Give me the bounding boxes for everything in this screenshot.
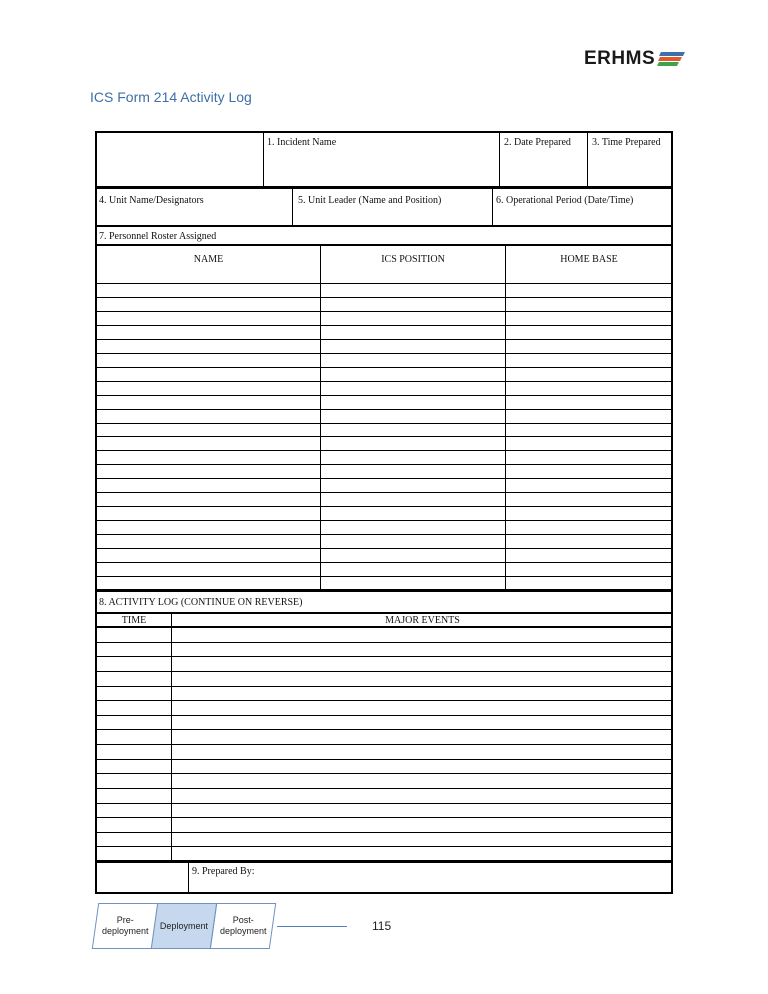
log-row-line — [95, 773, 673, 774]
logo-stripe — [659, 52, 685, 56]
roster-row-line — [95, 311, 673, 312]
roster-row-line — [95, 478, 673, 479]
log-row-line — [95, 686, 673, 687]
log-header-major-events: MAJOR EVENTS — [385, 615, 460, 626]
log-row-line — [95, 832, 673, 833]
date-prepared-label: 2. Date Prepared — [504, 137, 571, 148]
incident-name-label: 1. Incident Name — [267, 137, 337, 148]
phase-deployment[interactable] — [151, 903, 217, 949]
phase-pre-deployment[interactable] — [92, 903, 158, 949]
roster-header-home-base: HOME BASE — [560, 254, 618, 265]
log-row-line — [95, 817, 673, 818]
log-row-line — [95, 642, 673, 643]
roster-row-line — [95, 353, 673, 354]
logo-text: ERHMS — [584, 48, 656, 69]
divider — [587, 131, 588, 187]
divider-thick — [95, 626, 673, 628]
log-row-line — [95, 729, 673, 730]
roster-row-line — [95, 576, 673, 577]
phase-label: Deployment — [159, 920, 209, 931]
divider-thick — [95, 860, 673, 863]
roster-row-line — [95, 423, 673, 424]
roster-row-line — [95, 381, 673, 382]
roster-row-line — [95, 534, 673, 535]
activity-log-label: 8. ACTIVITY LOG (CONTINUE ON REVERSE) — [99, 597, 303, 608]
roster-row-line — [95, 325, 673, 326]
roster-row-line — [95, 409, 673, 410]
unit-name-label: 4. Unit Name/Designators — [99, 195, 204, 206]
page-title: ICS Form 214 Activity Log — [90, 89, 252, 105]
roster-row-line — [95, 297, 673, 298]
roster-row-line — [95, 548, 673, 549]
roster-row-line — [95, 395, 673, 396]
operational-period-label: 6. Operational Period (Date/Time) — [496, 195, 634, 206]
logo-stripe — [658, 57, 682, 61]
log-header-time: TIME — [121, 615, 147, 626]
phase-post-deployment[interactable] — [210, 903, 276, 949]
divider — [263, 131, 264, 187]
divider — [292, 188, 293, 226]
log-row-line — [95, 759, 673, 760]
log-row-line — [95, 715, 673, 716]
log-row-line — [95, 846, 673, 847]
divider — [95, 244, 673, 246]
roster-row-line — [95, 283, 673, 284]
personnel-roster-label: 7. Personnel Roster Assigned — [99, 231, 217, 242]
divider-thick — [95, 186, 673, 189]
roster-row-line — [95, 492, 673, 493]
log-row-line — [95, 788, 673, 789]
divider — [499, 131, 500, 187]
log-row-line — [95, 803, 673, 804]
deployment-phase-nav — [92, 903, 292, 951]
roster-row-line — [95, 562, 673, 563]
unit-leader-label: 5. Unit Leader (Name and Position) — [298, 195, 442, 206]
ics-214-form — [95, 131, 673, 894]
log-row-line — [95, 656, 673, 657]
logo-stripes-icon — [658, 51, 684, 67]
divider — [95, 225, 673, 227]
prepared-by-label: 9. Prepared By: — [192, 866, 255, 877]
roster-header-ics-position: ICS POSITION — [381, 254, 445, 265]
roster-row-line — [95, 464, 673, 465]
erhms-logo — [584, 48, 684, 70]
roster-row-line — [95, 506, 673, 507]
logo-stripe — [657, 62, 679, 66]
divider — [95, 612, 673, 614]
log-row-line — [95, 671, 673, 672]
roster-header-name: NAME — [193, 254, 224, 265]
footer-rule — [277, 926, 347, 927]
phase-label: Pre- deployment — [101, 915, 149, 936]
phase-label: Post- deployment — [219, 915, 267, 936]
roster-row-line — [95, 436, 673, 437]
roster-row-line — [95, 450, 673, 451]
page-number: 115 — [372, 919, 392, 933]
roster-row-line — [95, 339, 673, 340]
divider — [188, 862, 189, 893]
roster-row-line — [95, 367, 673, 368]
time-prepared-label: 3. Time Prepared — [592, 137, 661, 148]
divider-thick — [95, 589, 673, 592]
log-row-line — [95, 700, 673, 701]
divider — [492, 188, 493, 226]
roster-row-line — [95, 520, 673, 521]
log-column-divider — [171, 613, 172, 861]
log-row-line — [95, 744, 673, 745]
form-border-bottom — [95, 892, 673, 894]
